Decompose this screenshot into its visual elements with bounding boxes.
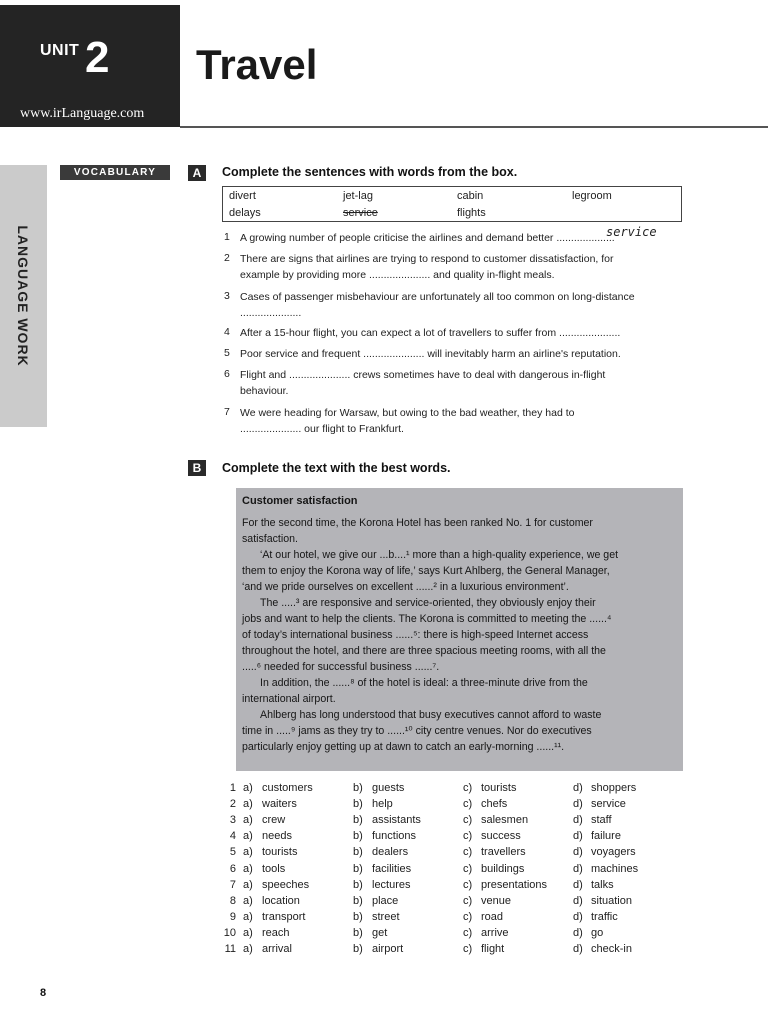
option-c: success — [481, 830, 521, 842]
option-letter: b) — [353, 943, 363, 955]
sentence-line: A growing number of people criticise the airlines and demand better .................... — [240, 232, 615, 244]
option-a: reach — [262, 927, 290, 939]
option-number: 4 — [229, 830, 236, 842]
text-line: satisfaction. — [242, 533, 298, 545]
sentence — [240, 367, 680, 399]
option-b: assistants — [372, 814, 421, 826]
option-number: 5 — [229, 846, 236, 858]
option-b: place — [372, 895, 399, 907]
option-b: facilities — [372, 863, 412, 875]
option-a: waiters — [262, 798, 297, 810]
option-c: arrive — [481, 927, 509, 939]
item-number: 4 — [224, 326, 230, 338]
option-d: talks — [591, 879, 614, 891]
option-letter: c) — [463, 798, 473, 810]
sentence — [240, 289, 680, 321]
option-d: service — [591, 798, 626, 810]
option-letter: d) — [573, 846, 583, 858]
sentence-line: ..................... — [240, 307, 302, 319]
text-line: jobs and want to help the clients. The Korona is committed to meeting the ......⁴ — [242, 613, 612, 625]
option-letter: c) — [463, 863, 473, 875]
sentence — [240, 251, 680, 283]
option-letter: c) — [463, 830, 473, 842]
unit-number: 2 — [85, 33, 110, 82]
option-c: presentations — [481, 879, 548, 891]
sentence — [240, 346, 680, 362]
option-a: needs — [262, 830, 292, 842]
option-letter: a) — [243, 846, 253, 858]
option-b: street — [372, 911, 400, 923]
option-a: transport — [262, 911, 306, 923]
option-letter: c) — [463, 895, 473, 907]
option-letter: a) — [243, 798, 253, 810]
sentence-line: There are signs that airlines are trying to respond to customer dissatisfaction, for — [240, 253, 614, 265]
text-line: .....⁶ needed for successful business ......⁷. — [242, 661, 440, 673]
word-box-item: flights — [457, 207, 486, 219]
option-letter: a) — [243, 911, 253, 923]
unit-label: UNIT — [40, 42, 80, 59]
option-c: chefs — [481, 798, 508, 810]
option-letter: d) — [573, 879, 583, 891]
option-number: 7 — [229, 879, 236, 891]
option-letter: b) — [353, 782, 363, 794]
option-letter: d) — [573, 895, 583, 907]
section-b-letter: B — [188, 460, 206, 476]
option-a: arrival — [262, 943, 292, 955]
option-d: go — [591, 927, 604, 939]
option-number: 6 — [229, 863, 236, 875]
sentence-line: example by providing more ..................... and quality in-flight meals. — [240, 269, 555, 281]
option-letter: c) — [463, 846, 473, 858]
option-c: travellers — [481, 846, 526, 858]
option-b: functions — [372, 830, 417, 842]
option-letter: d) — [573, 814, 583, 826]
reading-text-title: Customer satisfaction — [242, 495, 358, 507]
word-box-item: cabin — [457, 190, 484, 202]
sentence-line: After a 15-hour flight, you can expect a lot of travellers to suffer from ..................... — [240, 327, 621, 339]
option-b: airport — [372, 943, 404, 955]
section-a-letter: A — [188, 165, 206, 181]
option-letter: a) — [243, 782, 253, 794]
text-line: In addition, the ......⁸ of the hotel is ideal: a three-minute drive from the — [260, 677, 588, 689]
word-box-item: delays — [229, 207, 261, 219]
item-number: 7 — [224, 406, 230, 418]
option-d: traffic — [591, 911, 618, 923]
option-letter: d) — [573, 943, 583, 955]
option-c: flight — [481, 943, 505, 955]
option-letter: b) — [353, 814, 363, 826]
item-number: 5 — [224, 347, 230, 359]
option-letter: b) — [353, 798, 363, 810]
option-a: customers — [262, 782, 313, 794]
option-a: tools — [262, 863, 286, 875]
text-line: throughout the hotel, and there are three spacious meeting rooms, with all the — [242, 645, 606, 657]
text-line: time in .....⁹ jams as they try to ......¹⁰ city centre venues. Nor do executives — [242, 725, 592, 737]
option-b: get — [372, 927, 388, 939]
option-b: help — [372, 798, 393, 810]
option-number: 9 — [229, 911, 236, 923]
option-d: staff — [591, 814, 612, 826]
option-a: crew — [262, 814, 286, 826]
option-d: situation — [591, 895, 632, 907]
vocabulary-tag: VOCABULARY — [60, 165, 170, 180]
option-number: 2 — [229, 798, 236, 810]
option-number: 10 — [223, 927, 236, 939]
sentence-line: Flight and ..................... crews sometimes have to deal with dangerous in-flight — [240, 369, 606, 381]
sentence-line: Cases of passenger misbehaviour are unfortunately all too common on long-distance — [240, 291, 635, 303]
option-letter: c) — [463, 782, 473, 794]
item-number: 3 — [224, 290, 230, 302]
option-letter: c) — [463, 911, 473, 923]
option-number: 1 — [229, 782, 236, 794]
option-letter: b) — [353, 927, 363, 939]
option-letter: a) — [243, 814, 253, 826]
website-url: www.irLanguage.com — [20, 106, 145, 121]
option-d: failure — [591, 830, 621, 842]
option-letter: a) — [243, 943, 253, 955]
option-number: 3 — [229, 814, 236, 826]
text-line: particularly enjoy getting up at dawn to catch an early-morning ......¹¹. — [242, 741, 565, 753]
section-a-instruction: Complete the sentences with words from the box. — [222, 165, 518, 179]
option-letter: b) — [353, 895, 363, 907]
option-letter: c) — [463, 814, 473, 826]
option-d: voyagers — [591, 846, 636, 858]
sentence-line: We were heading for Warsaw, but owing to the bad weather, they had to — [240, 407, 575, 419]
page-title: Travel — [196, 41, 318, 88]
option-b: guests — [372, 782, 405, 794]
option-letter: d) — [573, 798, 583, 810]
text-line: Ahlberg has long understood that busy executives cannot afford to waste — [260, 709, 602, 721]
option-c: road — [481, 911, 504, 923]
option-d: shoppers — [591, 782, 637, 794]
sentence-line: ..................... our flight to Frankfurt. — [240, 423, 404, 435]
option-d: machines — [591, 863, 639, 875]
page-number: 8 — [40, 987, 47, 999]
item-number: 6 — [224, 368, 230, 380]
option-letter: d) — [573, 927, 583, 939]
word-box-item: jet-lag — [343, 190, 373, 202]
item-number: 1 — [224, 231, 230, 243]
option-d: check-in — [591, 943, 632, 955]
option-c: venue — [481, 895, 511, 907]
item-number: 2 — [224, 252, 230, 264]
word-box — [222, 186, 682, 222]
option-b: dealers — [372, 846, 409, 858]
option-number: 8 — [229, 895, 236, 907]
text-line: The .....³ are responsive and service-oriented, they obviously enjoy their — [260, 597, 596, 609]
option-letter: b) — [353, 830, 363, 842]
option-a: location — [262, 895, 300, 907]
word-box-item: legroom — [572, 190, 612, 202]
sentence-line: Poor service and frequent ..................... will inevitably harm an airline's reputation. — [240, 348, 621, 360]
option-letter: a) — [243, 927, 253, 939]
text-line: of today’s international business ......⁵: there is high-speed Internet access — [242, 629, 589, 641]
option-letter: a) — [243, 830, 253, 842]
word-box-item-struck: service — [343, 207, 378, 219]
section-b-instruction: Complete the text with the best words. — [222, 461, 451, 475]
option-c: tourists — [481, 782, 517, 794]
word-box-item: divert — [229, 190, 256, 202]
text-line: them to enjoy the Korona way of life,’ says Kurt Ahlberg, the General Manager, — [242, 565, 610, 577]
option-letter: b) — [353, 846, 363, 858]
sentence — [240, 405, 680, 437]
option-letter: b) — [353, 911, 363, 923]
header-divider — [180, 126, 768, 128]
option-letter: d) — [573, 911, 583, 923]
sentence — [240, 325, 680, 341]
option-letter: a) — [243, 879, 253, 891]
text-line: ‘At our hotel, we give our ...b....¹ more than a high-quality experience, we get — [260, 549, 619, 561]
option-letter: c) — [463, 927, 473, 939]
option-letter: c) — [463, 943, 473, 955]
option-c: salesmen — [481, 814, 529, 826]
option-number: 11 — [224, 943, 236, 955]
text-line: international airport. — [242, 693, 336, 705]
option-letter: d) — [573, 830, 583, 842]
text-line: For the second time, the Korona Hotel has been ranked No. 1 for customer — [242, 517, 593, 529]
text-line: ‘and we pride ourselves on excellent ......² in a luxurious environment’. — [242, 581, 569, 593]
option-letter: b) — [353, 863, 363, 875]
sentence-line: behaviour. — [240, 385, 289, 397]
side-tab-label: LANGUAGE WORK — [15, 225, 31, 367]
option-c: buildings — [481, 863, 525, 875]
option-letter: a) — [243, 895, 253, 907]
option-letter: a) — [243, 863, 253, 875]
option-a: speeches — [262, 879, 310, 891]
option-letter: d) — [573, 863, 583, 875]
option-b: lectures — [372, 879, 411, 891]
option-letter: c) — [463, 879, 473, 891]
option-letter: b) — [353, 879, 363, 891]
handwritten-answer: service — [606, 225, 657, 239]
option-letter: d) — [573, 782, 583, 794]
option-a: tourists — [262, 846, 298, 858]
